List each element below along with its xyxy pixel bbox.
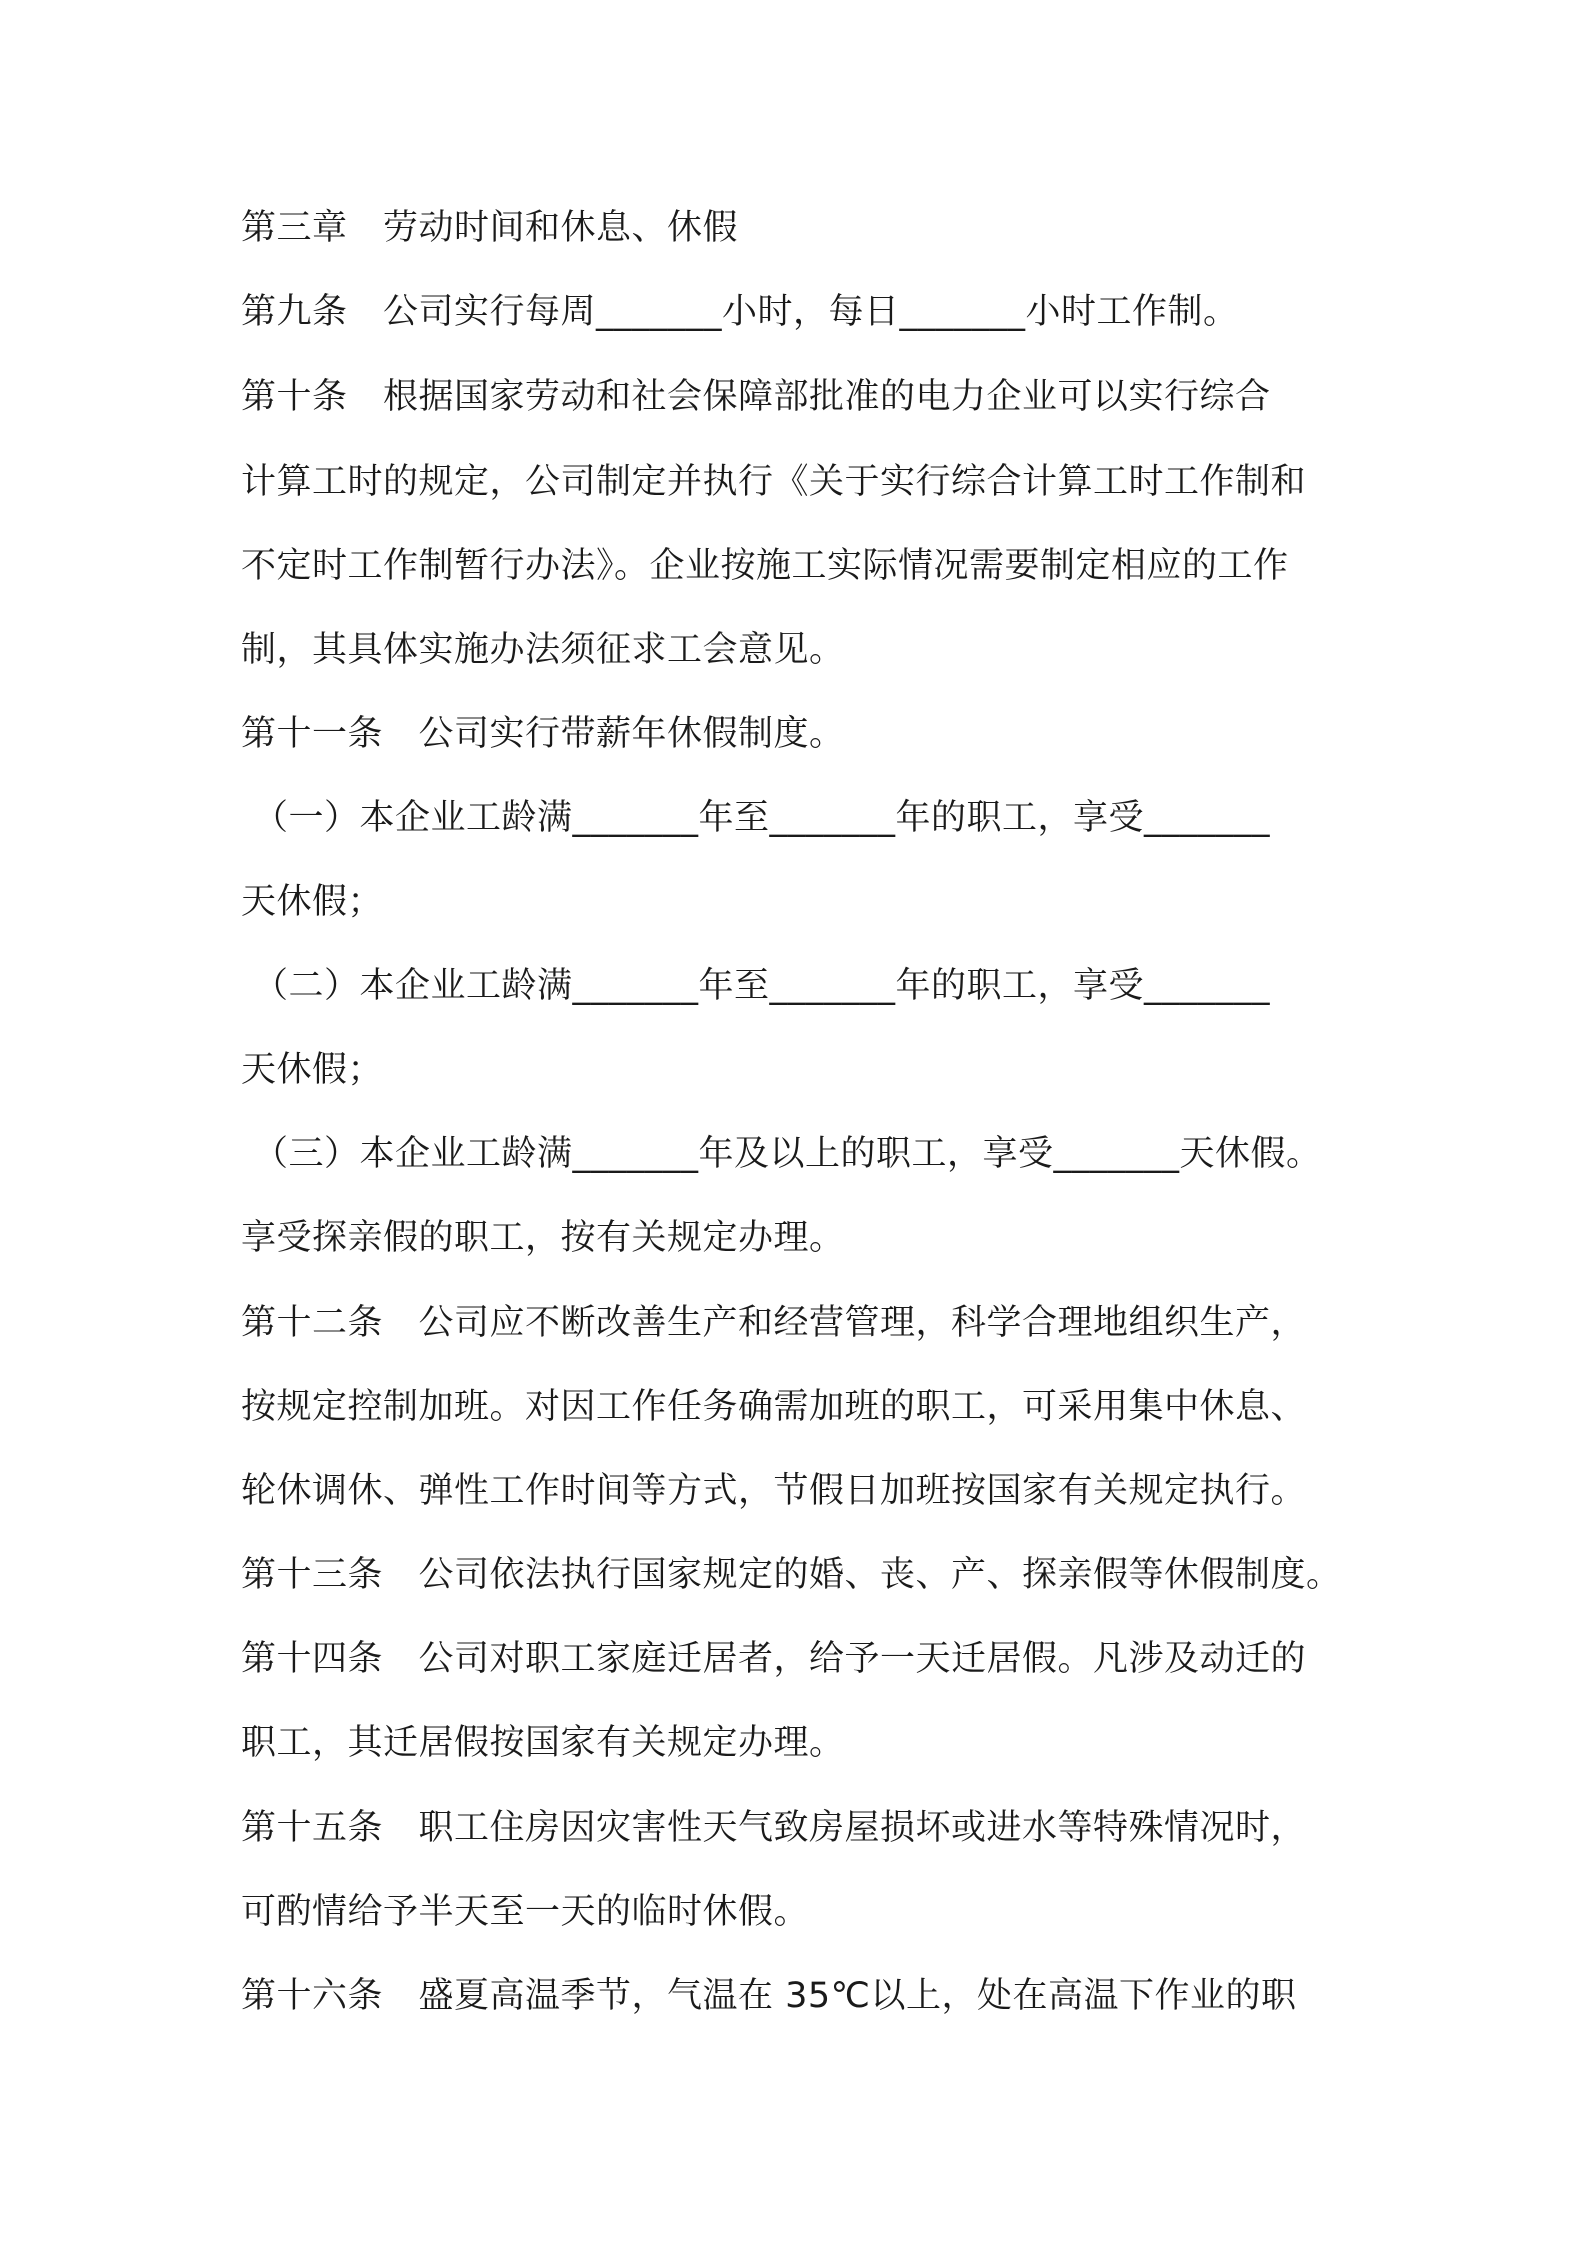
article-12-line-1: 第十二条 公司应不断改善生产和经营管理，科学合理地组织生产， — [241, 1303, 1307, 1343]
article-15-line-1: 第十五条 职工住房因灾害性天气致房屋损坏或进水等特殊情况时， — [241, 1808, 1307, 1848]
article-10-line-2: 计算工时的规定，公司制定并执行《关于实行综合计算工时工作制和 — [241, 462, 1307, 502]
article-14-line-1: 第十四条 公司对职工家庭迁居者，给予一天迁居假。凡涉及动迁的 — [241, 1639, 1307, 1679]
article-12-line-3: 轮休调休、弹性工作时间等方式，节假日加班按国家有关规定执行。 — [241, 1471, 1307, 1511]
article-10-line-4: 制，其具体实施办法须征求工会意见。 — [241, 630, 845, 670]
article-11-item-1-cont: 天休假； — [241, 882, 384, 922]
article-11-note: 享受探亲假的职工，按有关规定办理。 — [241, 1218, 845, 1258]
article-10-line-1: 第十条 根据国家劳动和社会保障部批准的电力企业可以实行综合 — [241, 377, 1271, 417]
article-10-line-3: 不定时工作制暂行办法》。企业按施工实际情况需要制定相应的工作 — [241, 546, 1289, 586]
article-11-item-2: （二）本企业工龄满_______年至_______年的职工，享受_______ — [253, 966, 1271, 1006]
article-12-line-2: 按规定控制加班。对因工作任务确需加班的职工，可采用集中休息、 — [241, 1387, 1307, 1427]
article-15-line-2: 可酌情给予半天至一天的临时休假。 — [241, 1892, 810, 1932]
article-11-item-1: （一）本企业工龄满_______年至_______年的职工，享受_______ — [253, 798, 1271, 838]
chapter-heading: 第三章 劳动时间和休息、休假 — [241, 208, 739, 248]
article-11: 第十一条 公司实行带薪年休假制度。 — [241, 714, 845, 754]
article-11-item-2-cont: 天休假； — [241, 1050, 384, 1090]
article-9: 第九条 公司实行每周_______小时，每日_______小时工作制。 — [241, 292, 1239, 332]
article-16-line-1: 第十六条 盛夏高温季节，气温在 35℃以上，处在高温下作业的职 — [241, 1976, 1297, 2016]
article-11-item-3: （三）本企业工龄满_______年及以上的职工，享受_______天休假。 — [253, 1134, 1322, 1174]
article-13: 第十三条 公司依法执行国家规定的婚、丧、产、探亲假等休假制度。 — [241, 1555, 1342, 1595]
article-14-line-2: 职工，其迁居假按国家有关规定办理。 — [241, 1723, 845, 1763]
